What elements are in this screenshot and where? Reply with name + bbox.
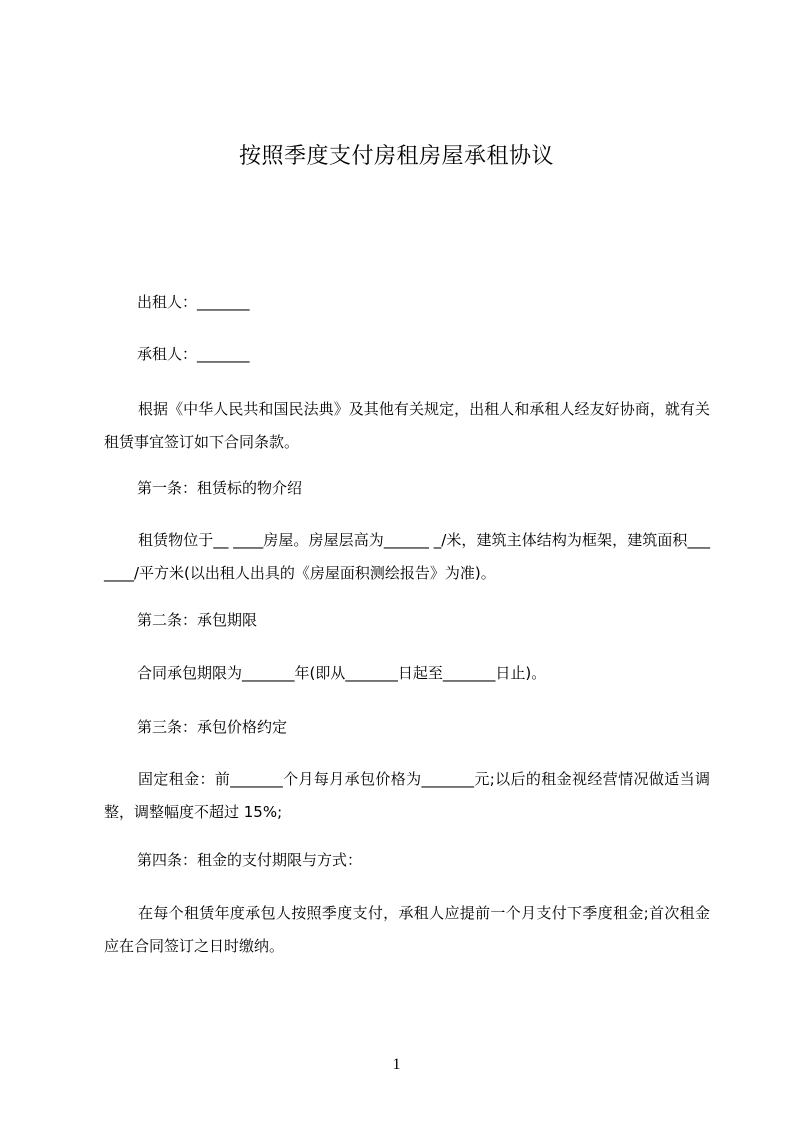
article3-heading: 第三条：承包价格约定 <box>137 718 288 736</box>
article2-heading: 第二条：承包期限 <box>137 611 258 629</box>
lessee-line: 承租人：_______ <box>137 345 250 363</box>
article1-body: 租赁物位于__ ____房屋。房屋层高为______ _/米，建筑主体结构为框架，建筑面积_______/平方米(以出租人出具的《房屋面积测绘报告》为准)。 <box>104 531 710 582</box>
article1-heading: 第一条：租赁标的物介绍 <box>137 479 303 497</box>
article2-body: 合同承包期限为_______年(即从_______日起至_______日止)。 <box>137 664 547 682</box>
article3-body: 固定租金：前_______个月每月承包价格为_______元;以后的租金视经营情况做适当调整，调整幅度不超过 15%; <box>104 770 710 821</box>
preamble-paragraph: 根据《中华人民共和国民法典》及其他有关规定，出租人和承租人经友好协商，就有关租赁事宜签订如下合同条款。 <box>104 400 710 451</box>
page-number: 1 <box>392 1056 401 1073</box>
document-title: 按照季度支付房租房屋承租协议 <box>238 144 554 169</box>
lessor-line: 出租人：_______ <box>137 293 250 311</box>
article4-body: 在每个租赁年度承包人按照季度支付，承租人应提前一个月支付下季度租金;首次租金应在合同签订之日时缴纳。 <box>104 904 710 955</box>
article4-heading: 第四条：租金的支付期限与方式： <box>137 851 363 869</box>
